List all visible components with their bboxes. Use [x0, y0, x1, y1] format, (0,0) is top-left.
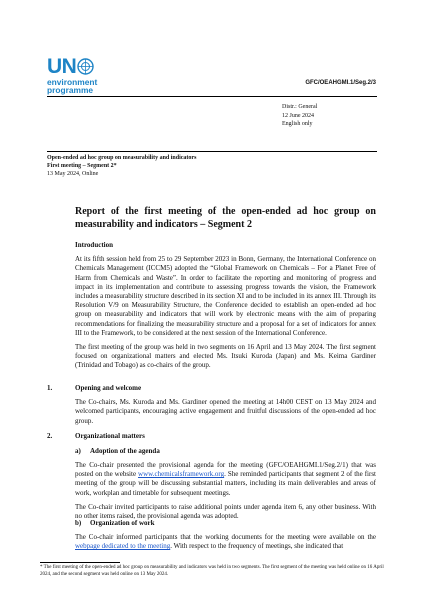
section-1-number: 1.: [47, 384, 53, 392]
meeting-segment: First meeting – Segment 2*: [47, 163, 117, 169]
section-2-number: 2.: [47, 432, 53, 440]
introduction-section: [75, 241, 376, 376]
section-1-paragraph: The Co-chairs, Ms. Kuroda and Ms. Gardiner opened the meeting at 14h00 CEST on 13 May 2024 and welcomed participants, encouraging active engagement and fruitful discussions of the open-ended ad hoc group.: [75, 398, 376, 425]
section-2-heading-block: [75, 432, 376, 446]
meeting-date: 13 May 2024, Online: [47, 171, 99, 177]
language-note: English only: [282, 121, 313, 128]
subsection-a-paragraph-1: The Co-chair presented the provisional agenda for the meeting (GFC/OEAHGMI.1/Seg.2/1) that was posted on the website www.chemicalsframework.org. She reminded participants that segment 2 of the first meeting of the group will be discussing substantial matters, including its main deliverables and areas of work, workplan and timetable for subsequent meetings.: [75, 461, 376, 497]
subsection-b-heading: Organization of work: [90, 519, 155, 527]
distribution-type: Distr.: General: [282, 104, 318, 110]
unep-logo: [47, 55, 107, 95]
subsection-a-heading: Adoption of the agenda: [90, 447, 160, 455]
meta-divider: [47, 151, 377, 152]
footnote-divider: [40, 562, 120, 563]
meeting-webpage-link[interactable]: webpage dedicated to the meeting: [75, 542, 171, 551]
chemicals-framework-link[interactable]: www.chemicalsframework.org: [138, 470, 225, 479]
intro-heading: Introduction: [75, 241, 113, 249]
intro-paragraph-1: At its fifth session held from 25 to 29 September 2023 in Bonn, Germany, the International Conference on Chemicals Management (ICCM5) adopted the “Global Framework on Chemicals – For a Planet Free of Harm from Chemicals and Waste”. In order to facilitate the reporting and monitoring of progress and impact in its implementation and contribute to assessing progress towards the vision, the Framework includes a measurability structure described in its section XI and to be included in its annex III. Through its Resolution V/9 on Measurability Structure, the Conference decided to establish an open-ended ad hoc group on measurability and indicators that will work by electronic means with the aim of preparing recommendations for finalizing the measurability structure and a proposal for a set of indicators for annex III to the Framework, to be considered at the next session of the International Conference.: [75, 255, 376, 337]
subsection-b-heading-block: [90, 519, 376, 533]
meeting-info: [47, 154, 196, 178]
subsection-b: [75, 533, 376, 556]
section-2-heading: Organizational matters: [75, 432, 145, 440]
report-title: Report of the first meeting of the open-ended ad hoc group on measurability and indicators – Segment 2: [75, 206, 376, 230]
header-divider: [47, 96, 377, 97]
intro-paragraph-2: The first meeting of the group was held in two segments on 16 April and 13 May 2024. The first segment focused on organizational matters and elected Ms. Itsuki Kuroda (Japan) and Ms. Keima Gardiner (Trinidad and Tobago) as co-chairs of the group.: [75, 343, 376, 370]
logo-line1: environment: [47, 77, 98, 87]
subsection-a-label: a): [75, 447, 81, 455]
issue-date: 12 June 2024: [282, 112, 314, 119]
subsection-a-paragraph-2: The Co-chair invited participants to raise additional points under agenda item 6, any other business. With no other items raised, the provisional agenda was adopted.: [75, 502, 376, 521]
logo-line2: programme: [47, 85, 94, 95]
distribution-block: [282, 103, 317, 129]
subsection-b-paragraph-1: The Co-chair informed participants that the working documents for the meeting were available on the webpage dedicated to the meeting. With respect to the frequency of meetings, she indicated that: [75, 533, 376, 551]
un-emblem-icon: [77, 58, 94, 78]
logo-un-text: UN: [47, 55, 77, 78]
section-1: [75, 384, 376, 431]
meeting-group: Open-ended ad hoc group on measurability and indicators: [47, 155, 197, 161]
subsection-a-heading-block: [90, 447, 376, 461]
document-symbol: GFC/OEAHGMI.1/Seg.2/3: [305, 80, 376, 86]
subsection-a: [75, 461, 376, 526]
subsection-b-label: b): [75, 519, 82, 527]
section-1-heading: Opening and welcome: [75, 384, 142, 392]
footnote: * The first meeting of the open-ended ad hoc group on measurability and indicators was held in two segments. The first segment of the meeting was held online on 16 April 2024, and the second segment was held online on 13 May 2024.: [40, 565, 384, 577]
